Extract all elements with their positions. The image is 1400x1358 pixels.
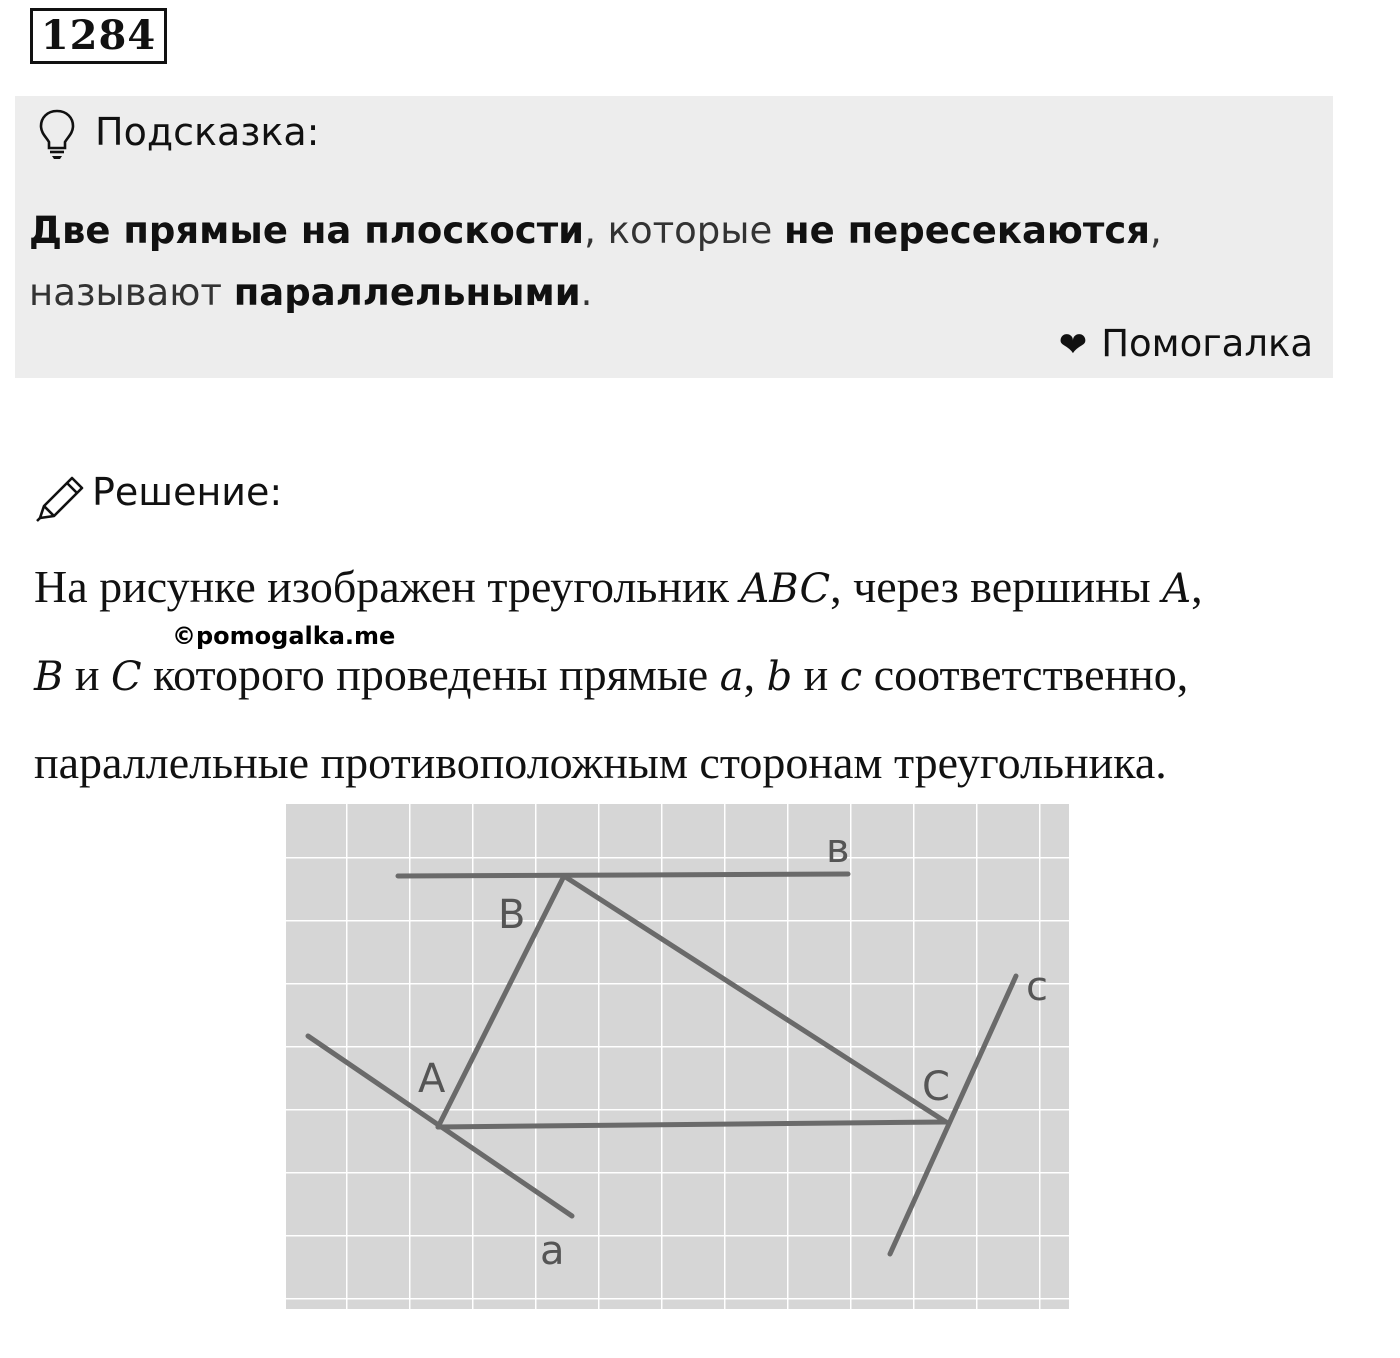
label-line-c: c [1026, 964, 1048, 1010]
hint-term: параллельными [233, 271, 581, 314]
lightbulb-icon [37, 108, 77, 160]
solution-text [34, 544, 1374, 806]
hint-text-part: , которые [584, 209, 785, 252]
math-variable: c [839, 654, 863, 700]
math-variable: a [719, 654, 744, 700]
hint-box [15, 96, 1333, 378]
solution-title: Решение: [92, 470, 283, 514]
math-variable: C [111, 654, 142, 700]
math-variable: B [34, 654, 64, 700]
hint-title: Подсказка: [95, 110, 320, 154]
credit [1059, 322, 1313, 365]
math-variable: A [1162, 566, 1192, 612]
hint-text-part: , [1150, 209, 1162, 252]
solution-text-part: На рисунке изображен треугольник [34, 561, 741, 612]
label-point-b: B [498, 892, 526, 938]
pencil-icon [34, 474, 86, 524]
solution-text-part: , [743, 649, 767, 700]
solution-text-part: которого проведены прямые [141, 649, 720, 700]
label-line-a: a [540, 1228, 565, 1274]
credit-label: Помогалка [1101, 322, 1313, 365]
solution-text-part: параллельные противоположным сторонам треугольника. [34, 737, 1167, 788]
label-line-b: в [826, 826, 850, 872]
solution-text-part: и [63, 649, 112, 700]
watermark: ©pomogalka.me [172, 622, 396, 650]
hint-term: не пересекаются [784, 209, 1151, 252]
heart-icon: ❤ [1058, 325, 1088, 365]
hint-text-part: . [580, 271, 593, 314]
task-number: 1284 [30, 8, 167, 64]
solution-text-part: , [1191, 561, 1203, 612]
graph-paper-grid [286, 804, 1069, 1309]
hint-text-part: называют [29, 271, 234, 314]
hint-text [29, 200, 1309, 324]
math-variable: ABC [740, 566, 831, 612]
solution-text-part: и [792, 649, 840, 700]
solution-text-part: , через вершины [830, 561, 1163, 612]
line-b [398, 874, 848, 876]
label-point-c: C [922, 1064, 950, 1110]
label-point-a: A [418, 1056, 446, 1102]
hint-term: Две прямые на плоскости [29, 209, 585, 252]
solution-text-part: соответственно, [862, 649, 1189, 700]
math-variable: b [766, 654, 793, 700]
triangle-figure [286, 804, 1069, 1309]
